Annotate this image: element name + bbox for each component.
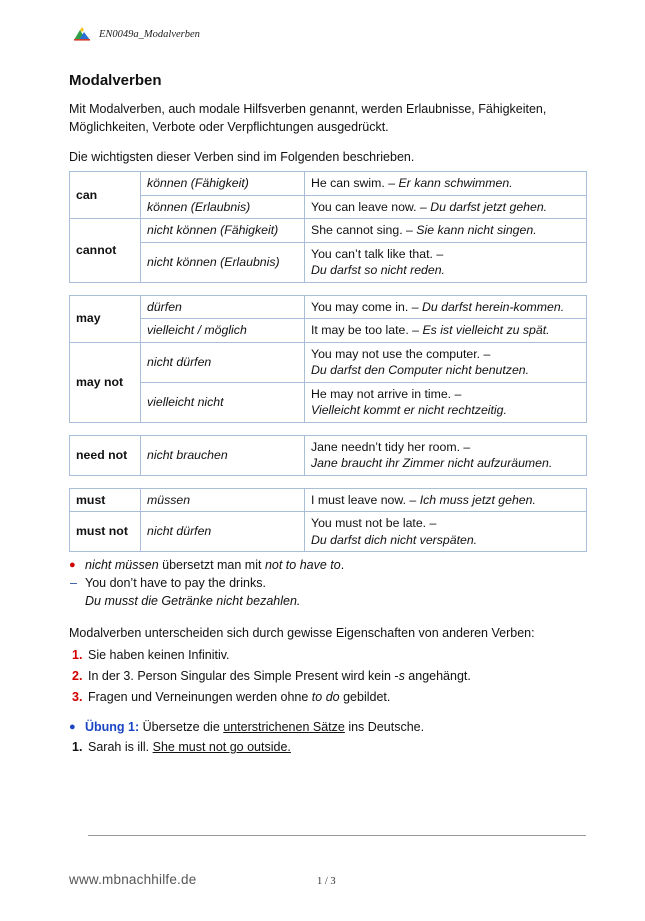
- table-need-not: [69, 435, 587, 476]
- meaning-cell: vielleicht / möglich: [141, 319, 305, 343]
- modal-verb: may not: [70, 342, 141, 422]
- example-cell: [305, 195, 587, 219]
- example-en: You may not use the computer. –: [311, 346, 491, 361]
- modal-verb: cannot: [70, 219, 141, 283]
- note-text: übersetzt man mit: [158, 558, 265, 572]
- table-must: [69, 488, 587, 553]
- example-cell: [305, 342, 587, 382]
- note-term: nicht müssen: [85, 558, 159, 572]
- meaning-cell: nicht brauchen: [141, 435, 305, 475]
- logo-icon: [73, 27, 91, 41]
- meaning-cell: nicht können (Erlaubnis): [141, 242, 305, 282]
- example-de: Sie kann nicht singen.: [416, 223, 537, 237]
- list-text-end: gebildet.: [339, 690, 391, 704]
- example-cell: [305, 319, 587, 343]
- modal-verb: must not: [70, 512, 141, 552]
- intro-paragraph-2: Die wichtigsten dieser Verben sind im Folgenden beschrieben.: [69, 150, 415, 164]
- exercise-text: Übersetze die: [139, 720, 224, 734]
- table-row: [70, 172, 587, 196]
- table-row: [70, 242, 587, 282]
- modal-verb: can: [70, 172, 141, 219]
- note-example: [69, 574, 587, 610]
- example-de: Du darfst herein-kommen.: [421, 299, 565, 314]
- bullet-icon: ●: [69, 559, 76, 571]
- meaning-cell: dürfen: [141, 295, 305, 319]
- exercise-sentence-underlined: She must not go outside.: [152, 740, 291, 754]
- footer-divider: [88, 835, 586, 836]
- modal-verb: need not: [70, 435, 141, 475]
- example-de: Ich muss jetzt gehen.: [419, 492, 536, 507]
- meaning-cell: müssen: [141, 488, 305, 512]
- exercise-heading: [69, 717, 587, 737]
- example-cell: [305, 295, 587, 319]
- note-term-en: not to have to: [264, 558, 341, 572]
- example-en: You can’t talk like that. –: [311, 246, 444, 261]
- footer-website: www.mbnachhilfe.de: [69, 872, 197, 887]
- exercise-text-end: ins Deutsche.: [344, 720, 425, 734]
- list-number: 1.: [72, 648, 83, 662]
- properties-block: [69, 624, 587, 708]
- exercise-number: 1.: [72, 740, 83, 754]
- table-row: [70, 219, 587, 243]
- table-row: [70, 382, 587, 422]
- meaning-cell: nicht können (Fähigkeit): [141, 219, 305, 243]
- page-header: [73, 26, 200, 42]
- document-id: EN0049a_Modalverben: [99, 28, 200, 40]
- bullet-icon: ●: [69, 721, 76, 733]
- list-number: 3.: [72, 690, 83, 704]
- table-row: [70, 295, 587, 319]
- example-de: Er kann schwimmen.: [398, 176, 513, 190]
- table-row: [70, 195, 587, 219]
- example-en: You must not be late. –: [311, 516, 437, 530]
- list-text-end: angehängt.: [404, 669, 471, 683]
- intro-paragraph: Mit Modalverben, auch modale Hilfsverben genannt, werden Erlaubnisse, Fähigkeiten, Möglichkeiten, Verbote oder Verpflichtungen ausgedrückt.: [69, 102, 547, 134]
- example-de: Jane braucht ihr Zimmer nicht aufzuräumen.: [311, 456, 553, 470]
- example-cell: [305, 172, 587, 196]
- example-de: Du darfst jetzt gehen.: [430, 199, 548, 214]
- properties-intro: Modalverben unterscheiden sich durch gewisse Eigenschaften von anderen Verben:: [69, 626, 535, 640]
- note-example-de: Du musst die Getränke nicht bezahlen.: [85, 594, 301, 608]
- example-en: You may come in. –: [311, 299, 419, 314]
- table-row: [70, 435, 587, 475]
- list-term: s: [398, 669, 405, 683]
- meaning-cell: vielleicht nicht: [141, 382, 305, 422]
- exercise-underlined: unterstrichenen Sätze: [223, 720, 345, 734]
- example-en: She cannot sing. –: [311, 223, 413, 237]
- list-item: [69, 687, 587, 708]
- note-line: [69, 556, 587, 574]
- main-content: [69, 72, 587, 757]
- list-text: Fragen und Verneinungen werden ohne: [88, 690, 312, 704]
- meaning-cell: können (Fähigkeit): [141, 172, 305, 196]
- example-de: Vielleicht kommt er nicht rechtzeitig.: [311, 403, 507, 417]
- example-de: Du darfst dich nicht verspäten.: [311, 532, 478, 547]
- example-cell: [305, 435, 587, 475]
- example-cell: [305, 488, 587, 512]
- exercise-item: [69, 737, 587, 757]
- exercise-sentence: Sarah is ill.: [88, 740, 153, 754]
- list-term: to do: [311, 690, 340, 704]
- list-text: Sie haben keinen Infinitiv.: [88, 648, 230, 662]
- table-may: [69, 295, 587, 423]
- example-en: You can leave now. –: [311, 199, 427, 214]
- meaning-cell: nicht dürfen: [141, 512, 305, 552]
- table-row: [70, 488, 587, 512]
- list-item: [69, 645, 587, 666]
- list-item: [69, 666, 587, 687]
- example-de: Du darfst den Computer nicht benutzen.: [311, 363, 530, 377]
- exercise-title: Übung 1:: [85, 720, 140, 734]
- example-en: He can swim. –: [311, 176, 396, 190]
- example-en: He may not arrive in time. –: [311, 386, 462, 401]
- properties-list: [69, 645, 587, 708]
- table-row: [70, 342, 587, 382]
- example-cell: [305, 512, 587, 552]
- list-text: In der 3. Person Singular des Simple Present wird kein -: [88, 669, 399, 683]
- example-cell: [305, 219, 587, 243]
- modal-verb: may: [70, 295, 141, 342]
- note-end: .: [340, 558, 345, 572]
- meaning-cell: nicht dürfen: [141, 342, 305, 382]
- example-en: Jane needn’t tidy her room. –: [311, 439, 471, 454]
- table-row: [70, 319, 587, 343]
- modal-verb: must: [70, 488, 141, 512]
- example-cell: [305, 382, 587, 422]
- page-title: Modalverben: [69, 72, 162, 89]
- example-en: I must leave now. –: [311, 492, 417, 507]
- meaning-cell: können (Erlaubnis): [141, 195, 305, 219]
- dash-icon: –: [70, 576, 77, 590]
- example-cell: [305, 242, 587, 282]
- note-block: [69, 556, 587, 610]
- list-number: 2.: [72, 669, 83, 683]
- example-en: It may be too late. –: [311, 323, 420, 337]
- example-de: Es ist vielleicht zu spät.: [422, 323, 550, 337]
- table-can: [69, 171, 587, 283]
- example-de: Du darfst so nicht reden.: [311, 263, 445, 277]
- note-example-en: You don’t have to pay the drinks.: [85, 576, 266, 590]
- page-number: 1 / 3: [317, 876, 336, 887]
- table-row: [70, 512, 587, 552]
